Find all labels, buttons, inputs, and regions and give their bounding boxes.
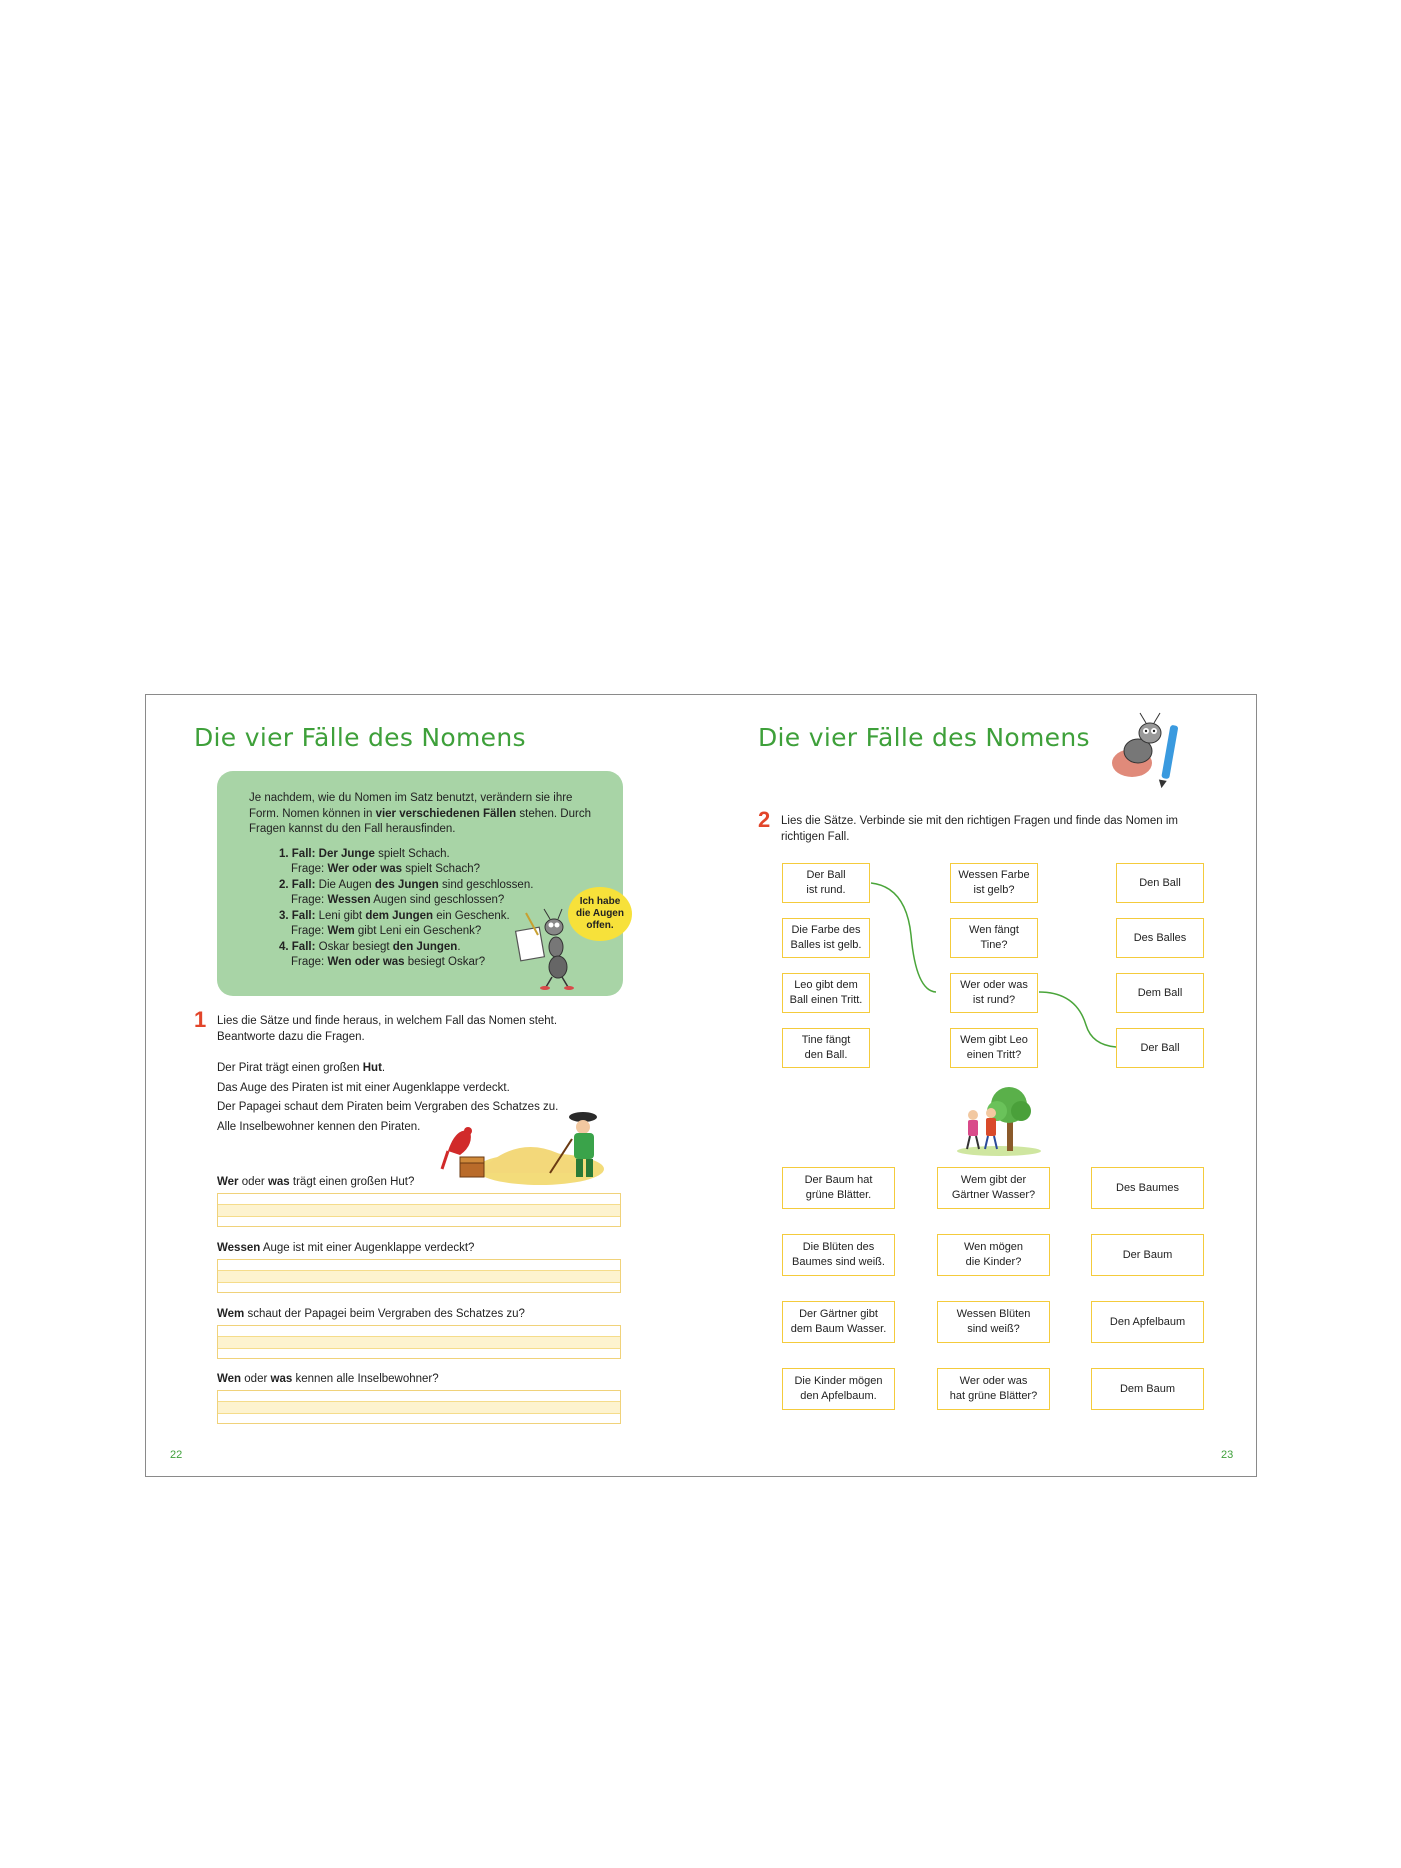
box-text: Der Gärtner gibt bbox=[799, 1308, 878, 1320]
box-text: Wer oder was bbox=[959, 1375, 1028, 1387]
question-1: Wer oder was trägt einen großen Hut? bbox=[217, 1176, 415, 1188]
question-4: Wen oder was kennen alle Inselbewohner? bbox=[217, 1373, 439, 1385]
page-number-right: 23 bbox=[1221, 1449, 1234, 1461]
box-text: sind weiß? bbox=[967, 1323, 1020, 1335]
case-question: Frage: Wessen Augen sind geschlossen? bbox=[291, 894, 505, 906]
answer-box[interactable] bbox=[1116, 1028, 1204, 1068]
answer-box[interactable] bbox=[1116, 863, 1204, 903]
case-sentence: 2. Fall: Die Augen des Jungen sind geschlossen. bbox=[279, 878, 534, 891]
box-text: Der Baum hat bbox=[804, 1174, 873, 1186]
question-box[interactable] bbox=[950, 973, 1038, 1013]
answer-box[interactable] bbox=[1091, 1234, 1204, 1276]
box-text: den Apfelbaum. bbox=[800, 1390, 877, 1402]
sentence-box[interactable] bbox=[782, 1234, 895, 1276]
box-text: Balles ist gelb. bbox=[790, 939, 862, 951]
box-text: Wen mögen bbox=[963, 1241, 1024, 1253]
task-2-text-line: richtigen Fall. bbox=[781, 831, 850, 843]
case-sentence: 3. Fall: Leni gibt dem Jungen ein Geschenk. bbox=[279, 909, 510, 922]
box-text: den Ball. bbox=[804, 1049, 848, 1061]
box-text: Wessen Farbe bbox=[958, 869, 1030, 881]
book-spread bbox=[145, 694, 1257, 1477]
case-sentence: 4. Fall: Oskar besiegt den Jungen. bbox=[279, 940, 461, 953]
page-number-left: 22 bbox=[170, 1449, 183, 1461]
sentence-box[interactable] bbox=[782, 863, 870, 903]
task-1-number: 1 bbox=[194, 1007, 207, 1032]
box-text: Baumes sind weiß. bbox=[792, 1256, 885, 1268]
box-text: Die Kinder mögen bbox=[794, 1375, 883, 1387]
question-box[interactable] bbox=[950, 918, 1038, 958]
connector-lines bbox=[146, 695, 1258, 1478]
info-intro-text: stehen. Durch Fragen kannst du den Fall herausfinden. bbox=[249, 807, 591, 835]
box-text: ist rund? bbox=[972, 994, 1016, 1006]
question-box[interactable] bbox=[937, 1234, 1050, 1276]
sentence-box[interactable] bbox=[782, 1301, 895, 1343]
case-question: Frage: Wen oder was besiegt Oskar? bbox=[291, 956, 486, 968]
box-text: Des Baumes bbox=[1116, 1181, 1179, 1194]
question-3: Wem schaut der Papagei beim Vergraben des Schatzes zu? bbox=[217, 1308, 525, 1320]
sentence-box[interactable] bbox=[782, 973, 870, 1013]
box-text: Die Farbe des bbox=[791, 924, 861, 936]
left-page-title: Die vier Fälle des Nomens bbox=[194, 723, 526, 752]
box-text: Leo gibt dem bbox=[794, 979, 858, 991]
box-text: Den Apfelbaum bbox=[1109, 1315, 1186, 1328]
sentence-box[interactable] bbox=[782, 1368, 895, 1410]
right-page-title: Die vier Fälle des Nomens bbox=[758, 723, 1090, 752]
box-text: einen Tritt? bbox=[966, 1049, 1022, 1061]
box-text: Tine fängt bbox=[801, 1034, 851, 1046]
box-text: ist gelb? bbox=[973, 884, 1015, 896]
case-sentence: 1. Fall: Der Junge spielt Schach. bbox=[279, 847, 450, 860]
answer-box[interactable] bbox=[1091, 1368, 1204, 1410]
answer-box[interactable] bbox=[1116, 918, 1204, 958]
box-text: ist rund. bbox=[806, 884, 846, 896]
sentence-box[interactable] bbox=[782, 918, 870, 958]
box-text: Des Balles bbox=[1133, 931, 1187, 944]
sentence-box[interactable] bbox=[782, 1028, 870, 1068]
box-text: Ball einen Tritt. bbox=[789, 994, 863, 1006]
box-text: die Kinder? bbox=[965, 1256, 1022, 1268]
answer-box[interactable] bbox=[1116, 973, 1204, 1013]
task-2-number: 2 bbox=[758, 807, 771, 832]
bubble-line: Ich habe bbox=[579, 896, 621, 907]
box-text: Wen fängt bbox=[969, 924, 1019, 936]
question-box[interactable] bbox=[950, 1028, 1038, 1068]
bubble-line: offen. bbox=[586, 920, 614, 931]
question-box[interactable] bbox=[937, 1301, 1050, 1343]
box-text: Gärtner Wasser? bbox=[951, 1189, 1036, 1201]
children-tree-illustration bbox=[949, 1081, 1049, 1157]
pirate-sentence: Das Auge des Piraten ist mit einer Augenklappe verdeckt. bbox=[217, 1081, 510, 1094]
sentence-box[interactable] bbox=[782, 1167, 895, 1209]
box-text: Dem Ball bbox=[1137, 986, 1183, 999]
task-1-text-line: Beantworte dazu die Fragen. bbox=[217, 1031, 365, 1043]
box-text: hat grüne Blätter? bbox=[949, 1390, 1038, 1402]
info-intro-text: Je nachdem, wie du Nomen im Satz benutzt, verändern sie ihre Form. Nomen können in bbox=[249, 792, 573, 820]
task-2-text-line: Lies die Sätze. Verbinde sie mit den richtigen Fragen und finde das Nomen im bbox=[781, 815, 1178, 827]
task-1-text-line: Lies die Sätze und finde heraus, in welchem Fall das Nomen steht. bbox=[217, 1015, 558, 1027]
box-text: Der Ball bbox=[1140, 1041, 1180, 1054]
box-text: Wessen Blüten bbox=[956, 1308, 1031, 1320]
answer-box[interactable] bbox=[1091, 1167, 1204, 1209]
box-text: grüne Blätter. bbox=[805, 1189, 872, 1201]
question-box[interactable] bbox=[950, 863, 1038, 903]
bubble-line: die Augen bbox=[576, 908, 624, 919]
box-text: Wem gibt Leo bbox=[960, 1034, 1028, 1046]
question-2: Wessen Auge ist mit einer Augenklappe verdeckt? bbox=[217, 1242, 475, 1254]
box-text: Der Baum bbox=[1122, 1248, 1173, 1261]
box-text: Tine? bbox=[980, 939, 1008, 951]
box-text: Wem gibt der bbox=[960, 1174, 1027, 1186]
case-question: Frage: Wer oder was spielt Schach? bbox=[291, 863, 481, 875]
info-intro-bold: vier verschiedenen Fällen bbox=[375, 807, 517, 820]
question-box[interactable] bbox=[937, 1368, 1050, 1410]
pirate-sentence: Der Pirat trägt einen großen Hut. bbox=[217, 1062, 386, 1074]
box-text: Den Ball bbox=[1139, 876, 1181, 889]
box-text: Die Blüten des bbox=[802, 1241, 875, 1253]
box-text: dem Baum Wasser. bbox=[790, 1323, 887, 1335]
answer-box[interactable] bbox=[1091, 1301, 1204, 1343]
pirate-sentence: Alle Inselbewohner kennen den Piraten. bbox=[217, 1120, 421, 1133]
box-text: Dem Baum bbox=[1119, 1382, 1176, 1395]
case-question: Frage: Wem gibt Leni ein Geschenk? bbox=[291, 925, 482, 937]
box-text: Der Ball bbox=[806, 869, 846, 881]
pirate-sentence: Der Papagei schaut dem Piraten beim Vergraben des Schatzes zu. bbox=[217, 1101, 559, 1113]
question-box[interactable] bbox=[937, 1167, 1050, 1209]
box-text: Wer oder was bbox=[960, 979, 1028, 991]
